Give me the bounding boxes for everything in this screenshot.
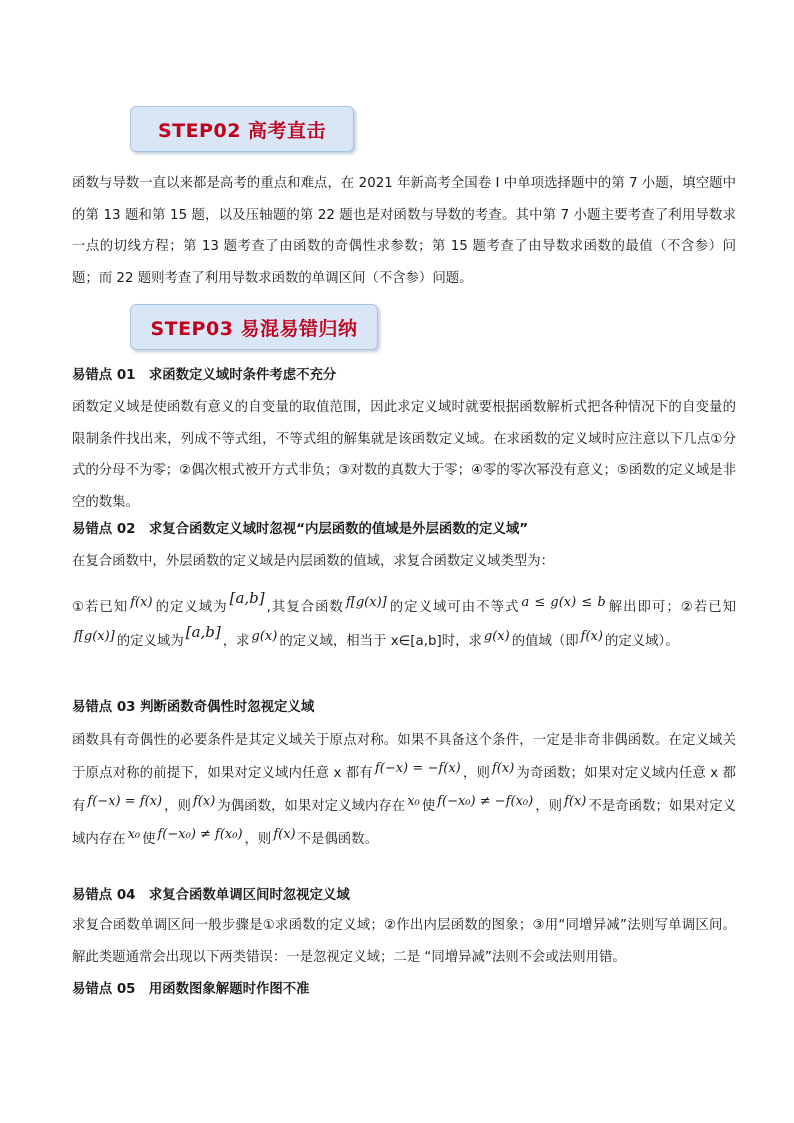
p3-math-not-odd: f(−x₀) ≠ −f(x₀) xyxy=(437,794,534,809)
p3-math-fx: f(x) xyxy=(192,794,216,809)
p2-math-fx: f(x) xyxy=(130,595,153,610)
p2-text: 的定义域为 xyxy=(154,600,228,615)
p3-math-x0: x₀ xyxy=(127,827,141,842)
p3-text: 为奇函数；如果对定义域内任意 x 都有 xyxy=(72,766,737,814)
p2-math-fx: f(x) xyxy=(580,629,603,644)
p3-math-even: f(−x) = f(x) xyxy=(87,794,163,809)
p3-text: 使 xyxy=(421,799,436,814)
p2-text: 的定义域为 xyxy=(116,634,184,649)
point2-body xyxy=(72,590,736,658)
p2-text: 的定义域）。 xyxy=(604,634,679,649)
p3-text: 为偶函数，如果对定义域内存在 xyxy=(217,799,406,814)
p3-text: 函数具有奇偶性的必要条件是其定义域关于原点对称。如果不具备这个条件，一定是非奇非偶函数。在定义域关于原点对称的前提下，如果对定义域内任意 x 都有 xyxy=(72,733,736,781)
p3-math-odd: f(−x) = −f(x) xyxy=(374,761,461,776)
p2-math-inequality: a ≤ g(x) ≤ b xyxy=(521,595,606,610)
intro-paragraph: 函数与导数一直以来都是高考的重点和难点，在 2021 年新高考全国卷 I 中单项选择题中的第 7 小题，填空题中的第 13 题和第 15 题，以及压轴题的第 22 题也是对函数与导数的考查。其中第 7 小题主要考查了利用导数求一点的切线方程；第 13 题考查了由函数的奇偶性求参数；第 15 题考查了由导数求函数的最值（不含参）问题；而 22 题则考查了利用导数求函数的单调区间（不含参）问题。 xyxy=(72,176,736,286)
point1-body: 函数定义域是使函数有意义的自变量的取值范围，因此求定义域时就要根据函数解析式把各种情况下的自变量的限制条件找出来，列成不等式组，不等式组的解集就是该函数定义域。在求函数的定义域时应注意以下几点①分式的分母不为零；②偶次根式被开方式非负；③对数的真数大于零；④零的零次幂没有意义；⑤函数的定义域是非空的数集。 xyxy=(72,400,736,510)
p3-math-x0: x₀ xyxy=(407,794,420,809)
p2-text: ①若已知 xyxy=(72,600,129,615)
p3-math-fx: f(x) xyxy=(491,761,515,776)
point3-body xyxy=(72,724,736,856)
point1-heading: 易错点 01 求函数定义域时条件考虑不充分 xyxy=(72,368,337,383)
p2-math-gx: g(x) xyxy=(483,629,510,644)
step02-banner xyxy=(130,106,354,152)
p3-text: ，则 xyxy=(462,766,490,781)
p3-text: 不是偶函数。 xyxy=(297,832,378,847)
point2-heading: 易错点 02 求复合函数定义域时忽视“内层函数的值域是外层函数的定义域” xyxy=(72,522,529,537)
p2-math-interval: [a,b] xyxy=(229,589,265,607)
p3-text: 使 xyxy=(142,832,156,847)
p3-math-fx: f(x) xyxy=(273,827,296,842)
p2-math-fgx: f[g(x)] xyxy=(74,629,115,644)
p2-text: 解出即可；②若已知 xyxy=(607,600,736,615)
p2-math-gx: g(x) xyxy=(251,629,278,644)
p3-text: ，则 xyxy=(535,799,563,814)
p3-text: ，则 xyxy=(164,799,191,814)
p2-text: ，求 xyxy=(222,634,250,649)
p2-math-fgx: f[g(x)] xyxy=(345,595,387,610)
point4-heading: 易错点 04 求复合函数单调区间时忽视定义域 xyxy=(72,888,350,903)
p3-text: 不是奇函数；如果对定义域内存在 xyxy=(72,799,737,847)
p2-text: 的值域（即 xyxy=(511,634,579,649)
point3-heading: 易错点 03 判断函数奇偶性时忽视定义域 xyxy=(72,700,315,715)
p2-text: ,其复合函数 xyxy=(266,600,344,615)
p3-math-not-even: f(−x₀) ≠ f(x₀) xyxy=(157,827,243,842)
p2-text: 的定义域，相当于 x∈[a,b]时，求 xyxy=(279,634,482,649)
p2-text: 的定义域可由不等式 xyxy=(388,600,520,615)
step03-banner xyxy=(130,304,378,350)
p3-math-fx: f(x) xyxy=(564,794,587,809)
step02-title: STEP02 高考直击 xyxy=(157,119,327,142)
step03-title: STEP03 易混易错归纳 xyxy=(150,317,358,340)
point5-heading: 易错点 05 用函数图象解题时作图不准 xyxy=(72,982,310,997)
p2-math-interval: [a,b] xyxy=(185,623,221,641)
point4-body: 求复合函数单调区间一般步骤是①求函数的定义域；②作出内层函数的图象；③用“同增异减”法则写单调区间。解此类题通常会出现以下两类错误：一是忽视定义域；二是 “同增异减”法则不会或法则用错。 xyxy=(72,918,736,965)
p3-text: ，则 xyxy=(244,832,272,847)
point2-intro: 在复合函数中，外层函数的定义域是内层函数的值域，求复合函数定义域类型为： xyxy=(72,554,555,569)
